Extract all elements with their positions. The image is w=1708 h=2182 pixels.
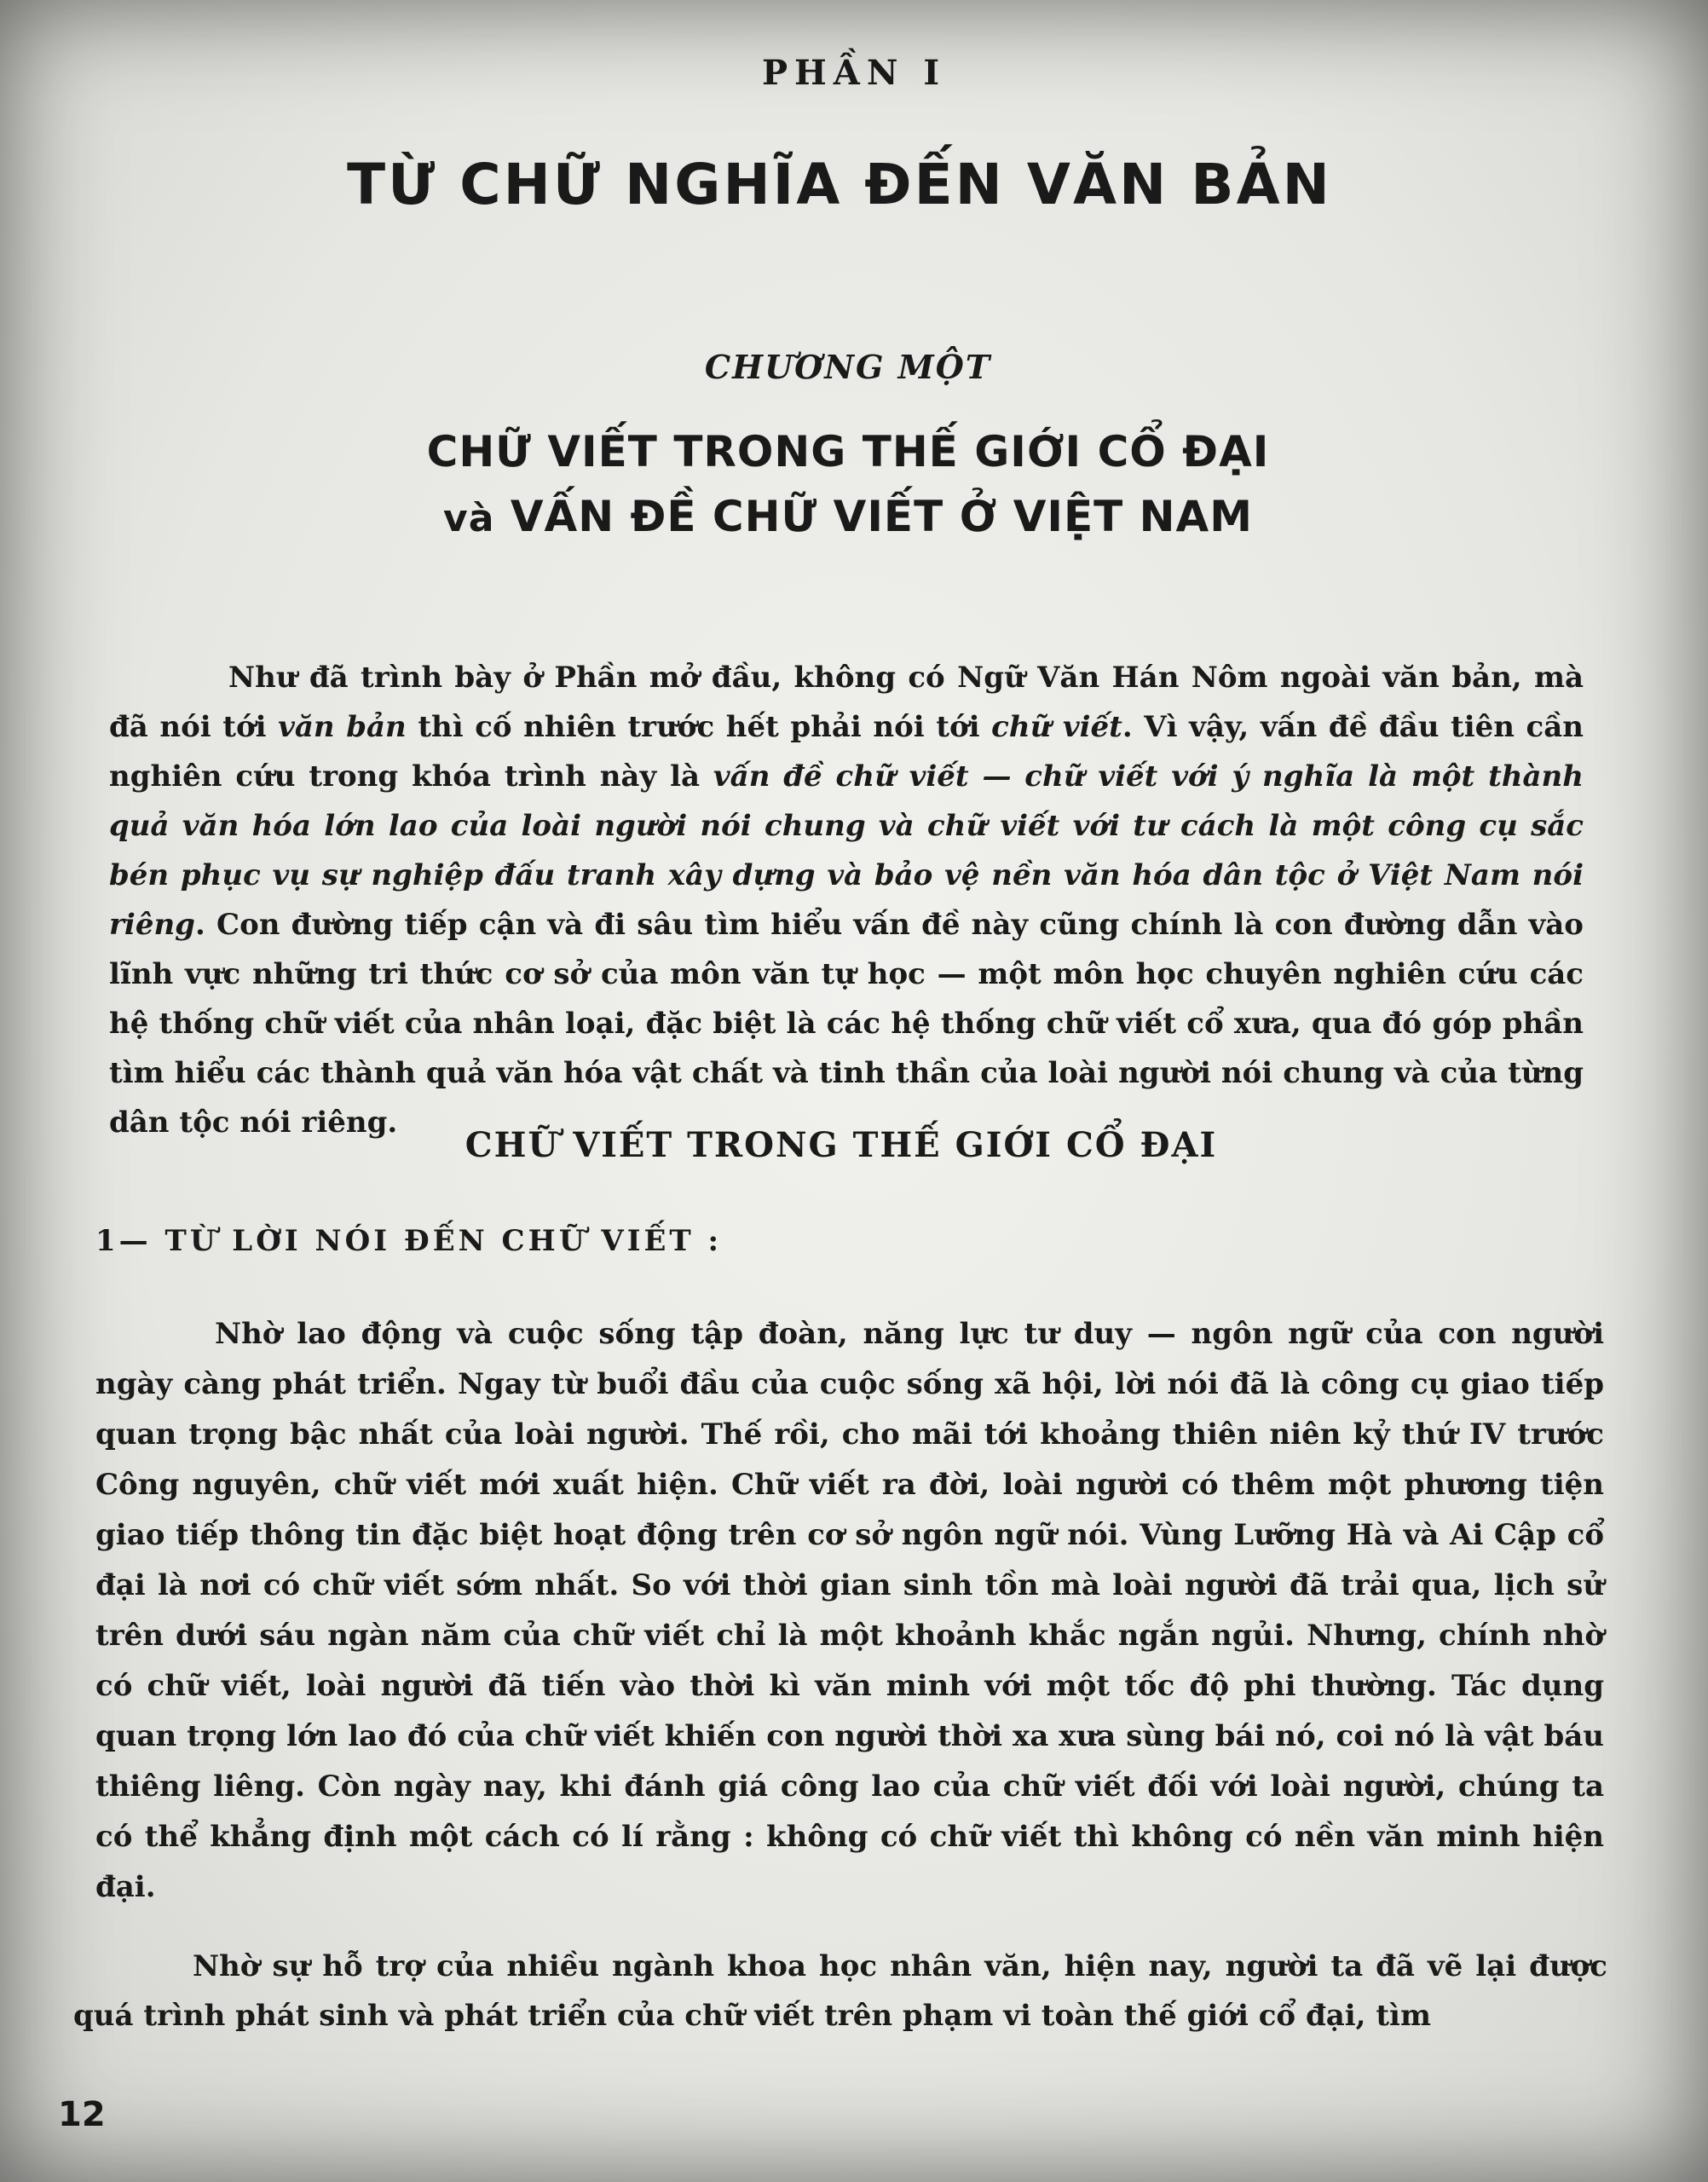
- intro-emphasis-2: chữ viết: [991, 710, 1122, 744]
- page-number: 12: [58, 2095, 106, 2134]
- intro-text-2: thì cố nhiên trước hết phải nói tới: [406, 710, 992, 744]
- chapter-label: CHƯƠNG MỘT: [704, 348, 992, 386]
- chapter-title-line2: [0, 484, 1696, 551]
- intro-emphasis-1: văn bản: [278, 710, 407, 744]
- part-label: PHẦN I: [761, 53, 947, 93]
- intro-text-1: Như đã trình bày ở Phần mở đầu, không có Ngữ Văn Hán Nôm ngoài văn bản, mà đã nói tới: [109, 661, 1584, 744]
- body-paragraph-2: Nhờ sự hỗ trợ của nhiều ngành khoa học nhân văn, hiện nay, người ta đã vẽ lại được quá trình phát sinh và phát triển của chữ viết trên phạm vi toàn thế giới cổ đại, tìm: [73, 1949, 1607, 2033]
- chapter-title-line2-rest: VẤN ĐỀ CHỮ VIẾT Ở VIỆT NAM: [510, 492, 1253, 541]
- chapter-title: [0, 419, 1696, 551]
- intro-emphasis-3: vấn đề chữ viết — chữ viết với ý nghĩa là một thành quả văn hóa lớn lao của loài người nói chung và chữ viết với tư cách là một công cụ sắc bén phục vụ sự nghiệp đấu tranh xây dựng và bảo vệ nền văn hóa dân tộc ở Việt Nam nói riêng: [109, 759, 1584, 942]
- chapter-title-line1: CHỮ VIẾT TRONG THẾ GIỚI CỔ ĐẠI: [426, 427, 1270, 476]
- intro-paragraph: [109, 653, 1584, 1147]
- part-title: TỪ CHỮ NGHĨA ĐẾN VĂN BẢN: [347, 152, 1332, 217]
- body-paragraph-1: Nhờ lao động và cuộc sống tập đoàn, năng lực tư duy — ngôn ngữ của con người ngày càng phát triển. Ngay từ buổi đầu của cuộc sống xã hội, lời nói đã là công cụ giao tiếp quan trọng bậc nhất của loài người. Thế rồi, cho mãi tới khoảng thiên niên kỷ thứ IV trước Công nguyên, chữ viết mới xuất hiện. Chữ viết ra đời, loài người có thêm một phương tiện giao tiếp thông tin đặc biệt hoạt động trên cơ sở ngôn ngữ nói. Vùng Lưỡng Hà và Ai Cập cổ đại là nơi có chữ viết sớm nhất. So với thời gian sinh tồn mà loài người đã trải qua, lịch sử trên dưới sáu ngàn năm của chữ viết chỉ là một khoảnh khắc ngắn ngủi. Nhưng, chính nhờ có chữ viết, loài người đã tiến vào thời kì văn minh với một tốc độ phi thường. Tác dụng quan trọng lớn lao đó của chữ viết khiến con người thời xa xưa sùng bái nó, coi nó là vật báu thiêng liêng. Còn ngày nay, khi đánh giá công lao của chữ viết đối với loài người, chúng ta có thể khẳng định một cách có lí rằng : không có chữ viết thì không có nền văn minh hiện đại.: [95, 1317, 1604, 1904]
- section-heading: CHỮ VIẾT TRONG THẾ GIỚI CỔ ĐẠI: [465, 1125, 1218, 1165]
- intro-text-3: . Vì vậy, vấn đề đầu tiên cần nghiên cứu trong khóa trình này là: [109, 710, 1584, 794]
- sub-heading: 1— TỪ LỜI NÓI ĐẾN CHỮ VIẾT :: [95, 1224, 723, 1258]
- intro-text-4: . Con đường tiếp cận và đi sâu tìm hiểu vấn đề này cũng chính là con đường dẫn vào lĩnh vực những tri thức cơ sở của môn văn tự học — một môn học chuyên nghiên cứu các hệ thống chữ viết của nhân loại, đặc biệt là các hệ thống chữ viết cổ xưa, qua đó góp phần tìm hiểu các thành quả văn hóa vật chất và tinh thần của loài người nói chung và của từng dân tộc nói riêng.: [109, 908, 1584, 1140]
- chapter-title-line2-prefix: và: [443, 497, 495, 540]
